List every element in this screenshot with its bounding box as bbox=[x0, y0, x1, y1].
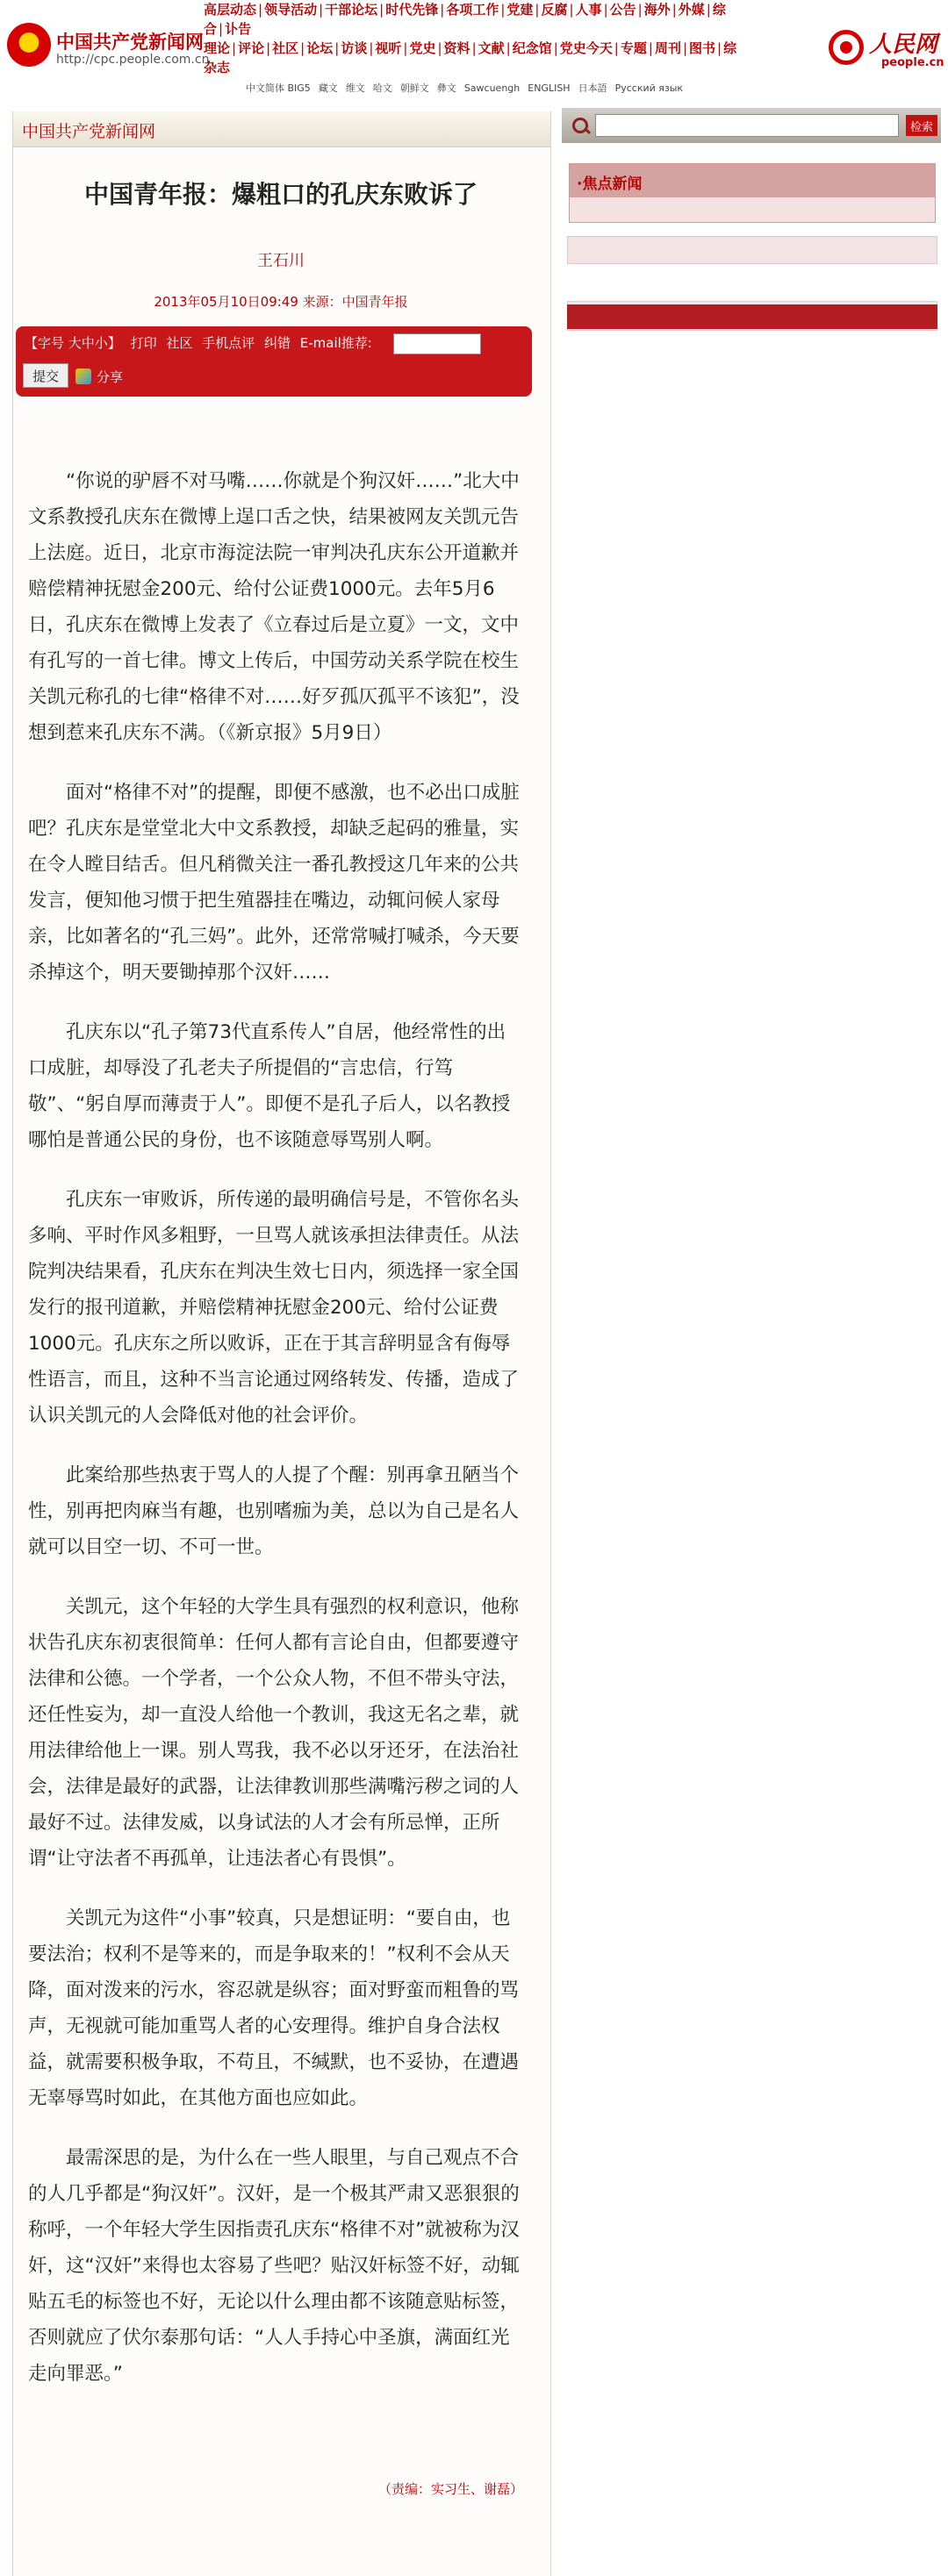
nav-link[interactable]: 外媒 bbox=[678, 2, 705, 18]
language-link[interactable]: 哈文 bbox=[372, 82, 392, 94]
correction-link[interactable]: 纠错 bbox=[263, 335, 291, 351]
nav-link[interactable]: 人事 bbox=[575, 2, 602, 18]
hot-news-title[interactable] bbox=[577, 171, 642, 193]
nav-separator: | bbox=[506, 40, 511, 56]
nav-separator: | bbox=[637, 2, 643, 18]
nav-link[interactable]: 反腐 bbox=[541, 2, 568, 18]
editor-credit: （责编：实习生、谢磊） bbox=[377, 2481, 523, 2497]
nav-link[interactable]: 理论 bbox=[204, 40, 231, 56]
people-name: 人民网 bbox=[869, 32, 938, 58]
nav-link[interactable]: 海外 bbox=[643, 2, 671, 18]
nav-separator: | bbox=[471, 40, 477, 56]
search-icon bbox=[572, 118, 588, 133]
section-label[interactable]: 中国共产党新闻网 bbox=[22, 122, 156, 141]
email-recommend-label: E-mail推荐: bbox=[299, 335, 372, 351]
hot-news-box bbox=[569, 163, 936, 223]
top-navigation bbox=[202, 0, 813, 98]
nav-link[interactable]: 各项工作 bbox=[446, 2, 499, 18]
nav-link[interactable]: 资料 bbox=[443, 40, 470, 56]
nav-link[interactable]: 专题 bbox=[620, 40, 647, 56]
nav-link[interactable]: 纪念馆 bbox=[512, 40, 552, 56]
nav-link[interactable]: 干部论坛 bbox=[325, 2, 378, 18]
nav-row-4 bbox=[204, 58, 230, 77]
language-switcher bbox=[246, 81, 691, 95]
language-link[interactable]: Русский язык bbox=[614, 82, 684, 94]
nav-link[interactable]: 高层动态 bbox=[204, 2, 257, 18]
article-toolbar bbox=[16, 326, 532, 397]
search-button[interactable]: 检索 bbox=[906, 115, 937, 136]
nav-link[interactable]: 领导活动 bbox=[264, 2, 318, 18]
nav-link[interactable]: 综 bbox=[723, 40, 737, 56]
article-paragraph: 此案给那些热衷于骂人的人提了个醒：别再拿丑陋当个性，别再把肉麻当有趣，也别嗜痂为美，总以为自己是名人就可以目空一切、不可一世。 bbox=[28, 1464, 520, 1558]
article-body bbox=[28, 463, 520, 2415]
language-link[interactable]: Sawcuengh bbox=[463, 82, 521, 94]
site-name: 中国共产党新闻网 bbox=[56, 32, 204, 53]
article-paragraph: 面对“格律不对”的提醒，即便不感激，也不必出口成脏吧？孔庆东是堂堂北大中文系教授，却缺乏起码的雅量，实在令人瞠目结舌。但凡稍微关注一番孔教授这几年来的公共发言，便知他习惯于把生殖器挂在嘴边，动辄问候人家母亲，比如著名的“孔三妈”。此外，还常常喊打喊杀，今天要杀掉这个，明天要锄掉那个汉奸…… bbox=[28, 782, 520, 984]
toolbar-links bbox=[25, 333, 377, 352]
language-link[interactable]: ENGLISH bbox=[528, 82, 571, 94]
nav-separator: | bbox=[706, 2, 711, 18]
community-link[interactable]: 社区 bbox=[166, 335, 193, 351]
nav-separator: | bbox=[369, 40, 374, 56]
nav-link[interactable]: 周刊 bbox=[654, 40, 681, 56]
language-link[interactable]: 维文 bbox=[345, 82, 365, 94]
nav-link-obituary[interactable]: 讣告 bbox=[225, 21, 252, 37]
nav-link[interactable]: 时代先锋 bbox=[385, 2, 439, 18]
nav-row-2 bbox=[204, 19, 251, 39]
language-link[interactable]: 中文简体 BIG5 bbox=[246, 82, 311, 94]
sidebar-panel-header bbox=[567, 304, 937, 329]
nav-separator: | bbox=[266, 40, 271, 56]
nav-separator: | bbox=[614, 40, 619, 56]
nav-row-3 bbox=[204, 39, 736, 58]
font-size-control[interactable]: 【字号 大中小】 bbox=[25, 335, 121, 351]
nav-separator: | bbox=[319, 2, 324, 18]
nav-separator: | bbox=[603, 2, 608, 18]
nav-row-2-start: 合 bbox=[204, 21, 218, 37]
article-paragraph: 关凯元，这个年轻的大学生具有强烈的权利意识，他称状告孔庆东初衷很简单：任何人都有言论自由，但都要遵守法律和公德。一个学者，一个公众人物，不但不带头守法，还任性妄为，却一直没人给他一个教训，我这无名之辈，就用法律给他上一课。别人骂我，我不必以牙还牙，在法治社会，法律是最好的武器，让法律教训那些满嘴污秽之词的人最好不过。法律发威，以身试法的人才会有所忌惮，正所谓“让守法者不再孤单，让违法者心有畏惧”。 bbox=[28, 1596, 520, 1870]
submit-button[interactable]: 提交 bbox=[23, 363, 68, 388]
nav-separator: | bbox=[569, 2, 574, 18]
people-logo-icon bbox=[829, 30, 864, 65]
language-link[interactable]: 藏文 bbox=[318, 82, 338, 94]
nav-link[interactable]: 访谈 bbox=[341, 40, 368, 56]
share-icon[interactable] bbox=[75, 369, 91, 384]
nav-separator: | bbox=[258, 2, 263, 18]
site-url: http://cpc.people.com.cn bbox=[56, 53, 210, 67]
article-paragraph: 关凯元为这件“小事”较真，只是想证明：“要自由，也要法治；权利不是等来的，而是争取来的！”权利不会从天降，面对泼来的污水，容忍就是纵容；面对野蛮而粗鲁的骂声，无视就可能加重骂人者的心安理得。维护自身合法权益，就需要积极争取，不苟且，不缄默，也不妥协，在遭遇无辜辱骂时如此，在其他方面也应如此。 bbox=[28, 1907, 520, 2109]
nav-link[interactable]: 公告 bbox=[609, 2, 636, 18]
search-input[interactable] bbox=[595, 114, 899, 137]
people-url: people.cn bbox=[881, 56, 944, 69]
email-input[interactable] bbox=[393, 333, 481, 354]
language-link[interactable]: 彝文 bbox=[436, 82, 456, 94]
nav-link[interactable]: 党建 bbox=[506, 2, 534, 18]
cpc-news-logo[interactable] bbox=[7, 23, 210, 75]
article-paragraph: 孔庆东一审败诉，所传递的最明确信号是，不管你名头多响、平时作风多粗野，一旦骂人就该承担法律责任。从法院判决结果看，孔庆东在判决生效七日内，须选择一家全国发行的报刊道歉，并赔偿精神抚慰金200元、给付公证费1000元。孔庆东之所以败诉，正在于其言辞明显含有侮辱性语言，而且，这种不当言论通过网络转发、传播，造成了认识关凯元的人会降低对他的社会评价。 bbox=[28, 1189, 520, 1427]
nav-separator: | bbox=[440, 2, 445, 18]
nav-separator: | bbox=[403, 40, 408, 56]
share-label[interactable]: 分享 bbox=[97, 369, 124, 385]
site-header bbox=[0, 0, 948, 104]
article-paragraph: “你说的驴唇不对马嘴……你就是个狗汉奸……”北大中文系教授孔庆东在微博上逞口舌之快，结果被网友关凯元告上法庭。近日，北京市海淀法院一审判决孔庆东公开道歉并赔偿精神抚慰金200元、给付公证费1000元。去年5月6日，孔庆东在微博上发表了《立春过后是立夏》一文，文中有孔写的一首七律。博文上传后，中国劳动关系学院在校生关凯元称孔的七律“格律不对……好歹孤仄孤平不该犯”，没想到惹来孔庆东不满。（《新京报》5月9日） bbox=[28, 470, 520, 744]
sidebar-panel bbox=[567, 236, 937, 264]
party-emblem-icon bbox=[7, 23, 51, 67]
nav-separator: | bbox=[219, 21, 224, 37]
nav-link[interactable]: 党史 bbox=[409, 40, 436, 56]
nav-link[interactable]: 图书 bbox=[689, 40, 716, 56]
hot-news-bullet: · bbox=[577, 175, 583, 193]
article-paragraph: 孔庆东以“孔子第73代直系传人”自居，他经常性的出口成脏，却辱没了孔老夫子所提倡的“言忠信，行笃敬”、“躬自厚而薄责于人”。即便不是孔子后人，以名教授哪怕是普通公民的身份，也不该随意辱骂别人啊。 bbox=[28, 1021, 511, 1151]
sidebar bbox=[562, 108, 941, 2576]
nav-separator: | bbox=[300, 40, 305, 56]
article-paragraph: 最需深思的是，为什么在一些人眼里，与自己观点不合的人几乎都是“狗汉奸”。汉奸，是一个极其严肃又恶狠狠的称呼，一个年轻大学生因指责孔庆东“格律不对”就被称为汉奸，这“汉奸”来得也太容易了些吧？贴汉奸标签不好，动辄贴五毛的标签也不好，无论以什么理由都不该随意贴标签，否则就应了伏尔泰那句话：“人人手持心中圣旗，满面红光走向罪恶。” bbox=[28, 2147, 520, 2385]
nav-separator: | bbox=[437, 40, 442, 56]
nav-separator: | bbox=[232, 40, 237, 56]
nav-link[interactable]: 社区 bbox=[272, 40, 299, 56]
section-header bbox=[13, 111, 550, 147]
nav-separator: | bbox=[682, 40, 688, 56]
nav-link[interactable]: 党史今天 bbox=[559, 40, 613, 56]
hot-news-title-text: 焦点新闻 bbox=[582, 175, 643, 193]
nav-link[interactable]: 论坛 bbox=[306, 40, 334, 56]
print-link[interactable]: 打印 bbox=[130, 335, 157, 351]
mobile-comment-link[interactable]: 手机点评 bbox=[202, 335, 255, 351]
nav-link[interactable]: 综 bbox=[712, 2, 726, 18]
article-meta: 2013年05月10日09:49 来源：中国青年报 bbox=[154, 294, 408, 310]
people-daily-logo[interactable] bbox=[829, 26, 943, 79]
nav-row-1 bbox=[204, 0, 726, 19]
nav-link-magazine[interactable]: 杂志 bbox=[204, 60, 231, 75]
nav-link[interactable]: 文献 bbox=[478, 40, 505, 56]
language-link[interactable]: 日本語 bbox=[578, 82, 607, 94]
nav-separator: | bbox=[648, 40, 653, 56]
nav-separator: | bbox=[500, 2, 506, 18]
article-author: 王石川 bbox=[257, 252, 305, 270]
nav-link[interactable]: 视听 bbox=[375, 40, 402, 56]
search-bar bbox=[562, 108, 941, 143]
language-link[interactable]: 朝鲜文 bbox=[399, 82, 429, 94]
nav-separator: | bbox=[334, 40, 340, 56]
nav-separator: | bbox=[672, 2, 677, 18]
nav-separator: | bbox=[379, 2, 384, 18]
hot-news-header bbox=[570, 164, 935, 197]
nav-separator: | bbox=[535, 2, 540, 18]
nav-separator: | bbox=[553, 40, 558, 56]
nav-link[interactable]: 评论 bbox=[238, 40, 265, 56]
nav-separator: | bbox=[717, 40, 722, 56]
article-title: 中国青年报：爆粗口的孔庆东败诉了 bbox=[83, 180, 478, 209]
